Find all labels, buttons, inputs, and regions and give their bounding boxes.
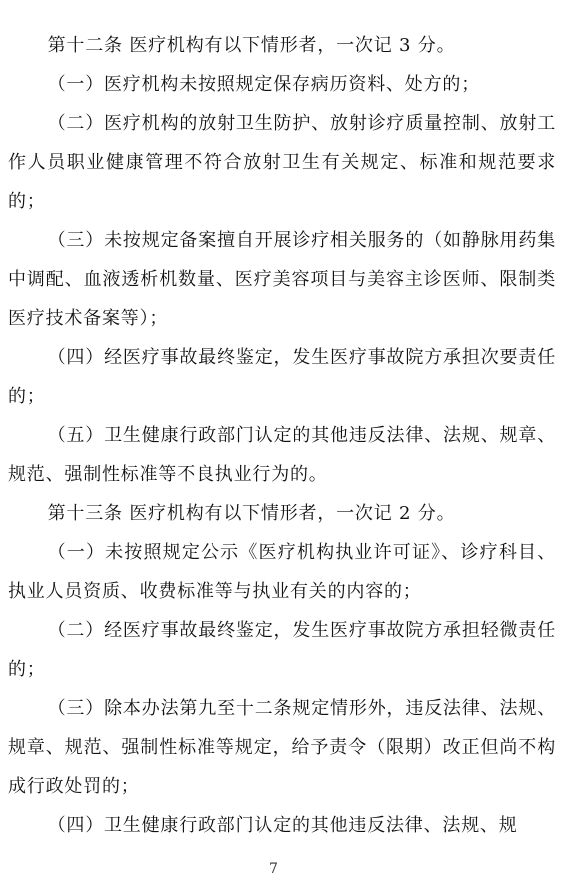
article-12-item-2: （二）医疗机构的放射卫生防护、放射诊疗质量控制、放射工作人员职业健康管理不符合放射卫生有关规定、标准和规范要求的； bbox=[8, 113, 556, 212]
article-12-item-5: （五）卫生健康行政部门认定的其他违反法律、法规、规章、规范、强制性标准等不良执业行为的。 bbox=[8, 425, 556, 485]
document-body bbox=[8, 26, 556, 845]
article-13-heading: 第十三条 医疗机构有以下情形者，一次记 2 分。 bbox=[47, 503, 456, 524]
article-12-item-1: （一）医疗机构未按照规定保存病历资料、处方的； bbox=[47, 74, 480, 95]
article-13-item-1: （一）未按照规定公示《医疗机构执业许可证》、诊疗科目、执业人员资质、收费标准等与执业有关的内容的； bbox=[8, 542, 556, 602]
article-12-item-4: （四）经医疗事故最终鉴定，发生医疗事故院方承担次要责任的； bbox=[8, 347, 556, 407]
article-12-heading: 第十二条 医疗机构有以下情形者，一次记 3 分。 bbox=[47, 35, 456, 56]
page-number: 7 bbox=[269, 861, 278, 877]
article-12-item-3: （三）未按规定备案擅自开展诊疗相关服务的（如静脉用药集中调配、血液透析机数量、医疗美容项目与美容主诊医师、限制类医疗技术备案等）； bbox=[8, 230, 556, 329]
article-13-item-3: （三）除本办法第九至十二条规定情形外，违反法律、法规、规章、规范、强制性标准等规定，给予责令（限期）改正但尚不构成行政处罚的； bbox=[8, 698, 556, 797]
article-13-item-4: （四）卫生健康行政部门认定的其他违反法律、法规、规 bbox=[47, 815, 518, 836]
article-13-item-2: （二）经医疗事故最终鉴定，发生医疗事故院方承担轻微责任的； bbox=[8, 620, 556, 680]
